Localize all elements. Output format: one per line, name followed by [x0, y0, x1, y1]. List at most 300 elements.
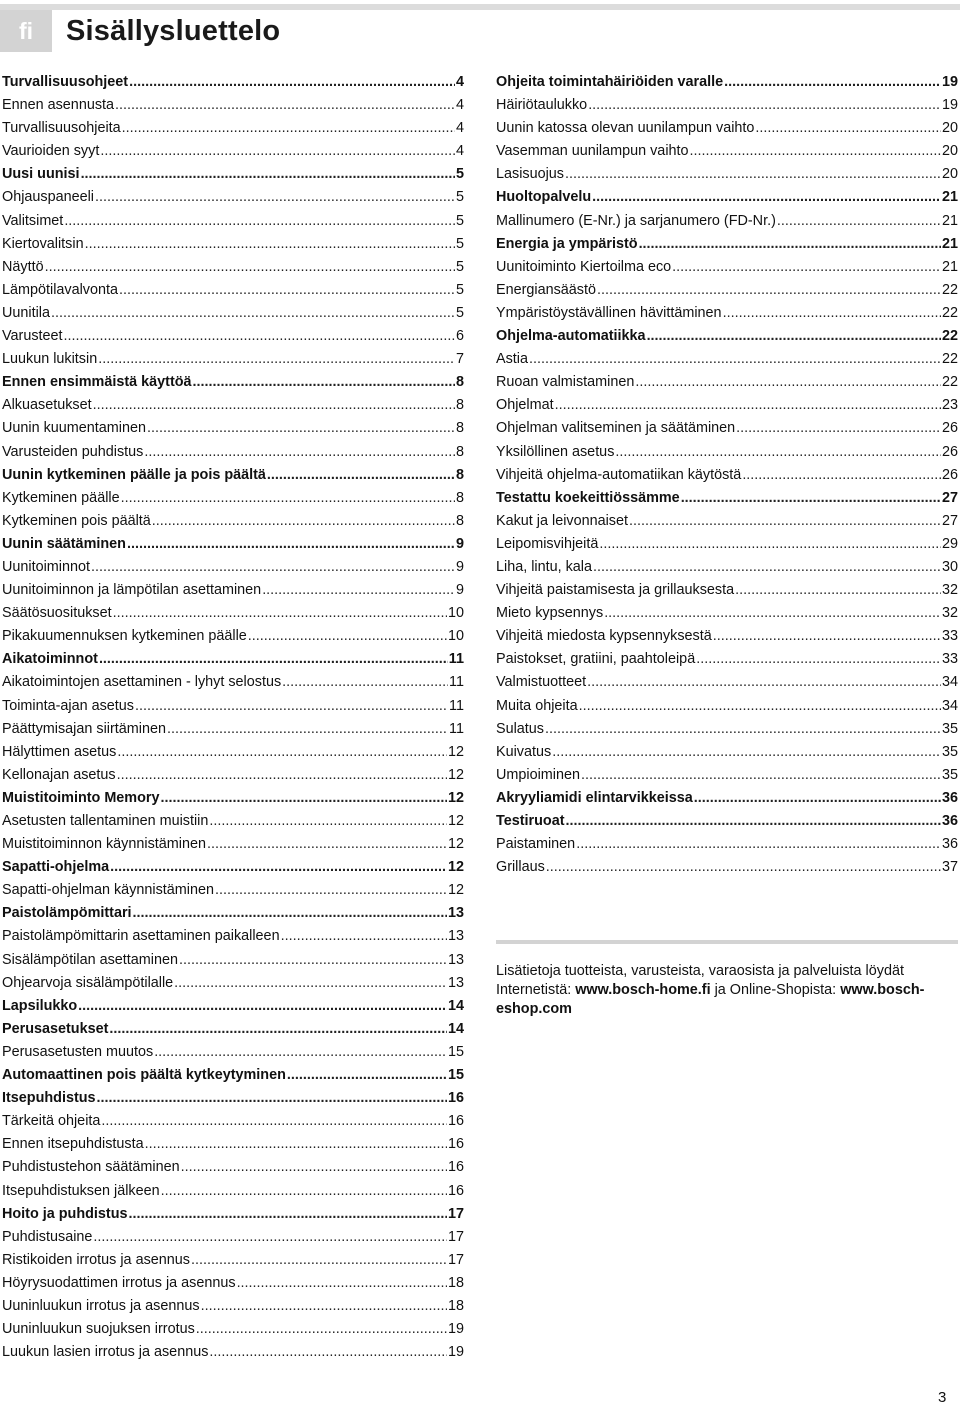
- top-rule: [0, 4, 960, 10]
- toc-entry-page: 8: [455, 420, 464, 437]
- toc-entry-title: Uuninluukun suojuksen irrotus: [2, 1321, 195, 1338]
- toc-dot-leader: [167, 718, 448, 741]
- toc-entry-page: 26: [941, 443, 958, 460]
- toc-entry-title: Itsepuhdistuksen jälkeen: [2, 1182, 160, 1199]
- toc-entry[interactable]: [2, 94, 464, 117]
- toc-entry-title: Päättymisajan siirtäminen: [2, 720, 166, 737]
- toc-entry-page: 10: [447, 605, 464, 622]
- toc-entry-title: Ohjelma-automatiikka: [496, 328, 646, 345]
- toc-dot-leader: [81, 163, 455, 186]
- toc-dot-leader: [115, 94, 455, 117]
- toc-entry[interactable]: [496, 163, 958, 186]
- toc-entry[interactable]: [496, 856, 958, 879]
- toc-entry-title: Muistitoiminnon käynnistäminen: [2, 836, 206, 853]
- toc-entry-title: Ohjearvoja sisälämpötilalle: [2, 974, 174, 991]
- toc-entry[interactable]: [496, 117, 958, 140]
- toc-entry-page: 33: [941, 651, 958, 668]
- toc-entry-title: Testattu koekeittiössämme: [496, 489, 680, 506]
- toc-section-entry[interactable]: [2, 902, 464, 925]
- toc-entry-title: Vihjeitä paistamisesta ja grillauksesta: [496, 582, 735, 599]
- toc-entry-page: 22: [941, 374, 958, 391]
- toc-entry[interactable]: [496, 833, 958, 856]
- toc-entry-title: Paistolämpömittari: [2, 905, 132, 922]
- toc-dot-leader: [237, 1272, 447, 1295]
- toc-section-entry[interactable]: [2, 1018, 464, 1041]
- toc-dot-leader: [117, 741, 447, 764]
- toc-dot-leader: [209, 810, 447, 833]
- toc-entry-title: Säätösuositukset: [2, 605, 112, 622]
- toc-entry-page: 8: [455, 512, 464, 529]
- toc-entry-page: 9: [455, 535, 464, 552]
- toc-section-entry[interactable]: [2, 648, 464, 671]
- toc-entry-page: 5: [455, 304, 464, 321]
- toc-entry-title: Aikatoimintojen asettaminen - lyhyt selostus: [2, 674, 282, 691]
- toc-entry-title: Liha, lintu, kala: [496, 558, 592, 575]
- toc-entry-title: Kiertovalitsin: [2, 235, 84, 252]
- toc-dot-leader: [135, 695, 448, 718]
- toc-entry-page: 12: [447, 789, 464, 806]
- toc-left-column: [2, 71, 464, 1364]
- toc-dot-leader: [529, 348, 941, 371]
- toc-entry-title: Ohjauspaneeli: [2, 189, 95, 206]
- toc-entry-title: Luukun lasien irrotus ja asennus: [2, 1344, 209, 1361]
- toc-entry-title: Asetusten tallentaminen muistiin: [2, 813, 209, 829]
- toc-entry[interactable]: [2, 1318, 464, 1341]
- toc-entry-title: Uunin kytkeminen päälle ja pois päältä: [2, 466, 266, 483]
- toc-entry-title: Huoltopalvelu: [496, 189, 592, 206]
- toc-entry-title: Hälyttimen asetus: [2, 743, 117, 760]
- toc-entry-page: 37: [941, 859, 958, 876]
- toc-entry[interactable]: [496, 441, 958, 464]
- toc-entry-title: Puhdistustehon säätäminen: [2, 1159, 180, 1176]
- toc-entry[interactable]: [496, 625, 958, 648]
- toc-entry-page: 23: [941, 397, 958, 414]
- toc-entry-title: Ohjelmat: [496, 397, 554, 414]
- toc-entry-page: 21: [941, 258, 958, 275]
- toc-dot-leader: [122, 117, 455, 140]
- toc-entry-page: 13: [447, 974, 464, 991]
- bosch-home-link[interactable]: www.bosch-home.fi: [575, 982, 711, 998]
- toc-dot-leader: [635, 371, 941, 394]
- toc-entry-page: 4: [455, 74, 464, 90]
- toc-entry-page: 12: [447, 859, 464, 876]
- toc-entry-title: Turvallisuusohjeita: [2, 120, 121, 137]
- toc-entry[interactable]: [496, 94, 958, 117]
- toc-entry-title: Umpioiminen: [496, 766, 580, 783]
- toc-entry-title: Energia ja ympäristö: [496, 235, 638, 252]
- toc-entry-title: Näyttö: [2, 258, 44, 275]
- toc-section-entry[interactable]: [496, 186, 958, 209]
- toc-entry[interactable]: [496, 695, 958, 718]
- toc-dot-leader: [281, 925, 447, 948]
- toc-entry[interactable]: [2, 1272, 464, 1295]
- toc-section-entry[interactable]: [2, 856, 464, 879]
- toc-entry[interactable]: [2, 1180, 464, 1203]
- toc-section-entry[interactable]: [496, 71, 958, 94]
- toc-entry[interactable]: [2, 718, 464, 741]
- toc-dot-leader: [555, 394, 941, 417]
- toc-entry[interactable]: [496, 718, 958, 741]
- toc-entry-title: Paistolämpömittarin asettaminen paikalleen: [2, 928, 280, 945]
- toc-dot-leader: [209, 1341, 447, 1364]
- toc-entry[interactable]: [496, 556, 958, 579]
- toc-section-entry[interactable]: [2, 1064, 464, 1087]
- toc-dot-leader: [64, 325, 455, 348]
- toc-entry-title: Sapatti-ohjelman käynnistäminen: [2, 882, 214, 899]
- toc-dot-leader: [161, 1180, 447, 1203]
- toc-entry-page: 5: [455, 212, 464, 229]
- toc-entry[interactable]: [496, 764, 958, 787]
- toc-entry[interactable]: [2, 394, 464, 417]
- toc-entry-title: Automaattinen pois päältä kytkeytyminen: [2, 1067, 286, 1084]
- toc-entry-page: 6: [455, 328, 464, 345]
- toc-entry-page: 10: [447, 628, 464, 645]
- toc-entry-title: Paistokset, gratiini, paahtoleipä: [496, 651, 696, 668]
- toc-entry-title: Lämpötilavalvonta: [2, 281, 118, 298]
- toc-entry-page: 12: [447, 743, 464, 760]
- toc-entry-title: Uunitoiminto Kiertoilma eco: [496, 258, 672, 275]
- toc-entry-page: 19: [941, 74, 958, 90]
- toc-entry[interactable]: [2, 556, 464, 579]
- toc-dot-leader: [604, 602, 941, 625]
- toc-entry[interactable]: [2, 325, 464, 348]
- toc-entry-page: 4: [455, 120, 464, 137]
- toc-entry-page: 9: [455, 582, 464, 599]
- toc-entry[interactable]: [496, 510, 958, 533]
- toc-entry[interactable]: [2, 1041, 464, 1064]
- toc-entry[interactable]: [2, 256, 464, 279]
- toc-entry-title: Kuivatus: [496, 743, 552, 760]
- toc-right-column: [496, 71, 958, 879]
- toc-dot-leader: [179, 949, 447, 972]
- toc-entry-page: 16: [447, 1159, 464, 1176]
- toc-entry-title: Ennen itsepuhdistusta: [2, 1136, 144, 1153]
- toc-entry-title: Ympäristöystävällinen hävittäminen: [496, 304, 722, 321]
- toc-section-entry[interactable]: [496, 787, 958, 810]
- toc-entry[interactable]: [2, 1341, 464, 1364]
- toc-entry-title: Vaurioiden syyt: [2, 143, 100, 160]
- toc-entry[interactable]: [496, 210, 958, 233]
- toc-entry[interactable]: [2, 625, 464, 648]
- toc-entry-title: Leipomisvihjeitä: [496, 535, 599, 552]
- page-title: Sisällysluettelo: [66, 15, 281, 47]
- toc-section-entry[interactable]: [2, 464, 464, 487]
- toc-dot-leader: [129, 1203, 447, 1226]
- toc-entry[interactable]: [2, 925, 464, 948]
- toc-entry-page: 5: [455, 281, 464, 298]
- toc-section-entry[interactable]: [2, 163, 464, 186]
- toc-dot-leader: [777, 210, 941, 233]
- toc-entry-page: 27: [941, 512, 958, 529]
- toc-dot-leader: [97, 1087, 447, 1110]
- toc-entry[interactable]: [496, 417, 958, 440]
- toc-entry[interactable]: [496, 348, 958, 371]
- toc-dot-leader: [154, 1041, 447, 1064]
- toc-entry-page: 22: [941, 351, 958, 368]
- toc-dot-leader: [196, 1318, 447, 1341]
- toc-entry-title: Luukun lukitsin: [2, 351, 98, 368]
- toc-entry[interactable]: [496, 579, 958, 602]
- toc-dot-leader: [694, 787, 941, 810]
- toc-entry-page: 16: [447, 1182, 464, 1199]
- toc-dot-leader: [267, 464, 455, 487]
- toc-entry-page: 27: [941, 489, 958, 506]
- toc-entry[interactable]: [2, 972, 464, 995]
- toc-section-entry[interactable]: [2, 787, 464, 810]
- toc-dot-leader: [755, 117, 941, 140]
- toc-entry-title: Astia: [496, 351, 528, 368]
- toc-entry-page: 32: [941, 605, 958, 622]
- toc-entry-page: 22: [941, 328, 958, 345]
- toc-entry-page: 11: [448, 651, 464, 668]
- toc-dot-leader: [51, 302, 455, 325]
- toc-entry-page: 12: [447, 836, 464, 853]
- toc-entry-page: 22: [941, 281, 958, 298]
- toc-entry[interactable]: [2, 602, 464, 625]
- toc-entry-page: 8: [455, 397, 464, 414]
- toc-dot-leader: [181, 1156, 447, 1179]
- toc-dot-leader: [99, 648, 448, 671]
- toc-entry-page: 35: [941, 766, 958, 783]
- toc-entry-page: 14: [447, 997, 464, 1014]
- toc-dot-leader: [587, 671, 941, 694]
- toc-entry-title: Hoito ja puhdistus: [2, 1205, 128, 1222]
- toc-dot-leader: [552, 741, 941, 764]
- toc-entry-page: 21: [941, 212, 958, 229]
- toc-section-entry[interactable]: [2, 371, 464, 394]
- toc-entry-title: Alkuasetukset: [2, 397, 92, 414]
- toc-dot-leader: [742, 464, 941, 487]
- toc-entry-title: Sulatus: [496, 720, 544, 737]
- toc-entry-title: Toiminta-ajan asetus: [2, 697, 134, 714]
- toc-entry-title: Turvallisuusohjeet: [2, 74, 129, 90]
- toc-entry[interactable]: [2, 348, 464, 371]
- info-divider: [496, 940, 958, 944]
- toc-entry-title: Ennen asennusta: [2, 97, 115, 114]
- toc-section-entry[interactable]: [496, 487, 958, 510]
- toc-entry-page: 17: [447, 1251, 464, 1268]
- toc-dot-leader: [599, 533, 941, 556]
- toc-dot-leader: [566, 810, 941, 833]
- toc-entry[interactable]: [2, 417, 464, 440]
- toc-entry-page: 4: [455, 143, 464, 160]
- toc-entry-title: Aikatoiminnot: [2, 651, 98, 668]
- toc-entry[interactable]: [2, 302, 464, 325]
- toc-dot-leader: [287, 1064, 447, 1087]
- toc-entry[interactable]: [496, 140, 958, 163]
- info-text: [496, 962, 958, 1019]
- toc-entry-page: 18: [447, 1297, 464, 1314]
- toc-entry-title: Valmistuotteet: [496, 674, 587, 691]
- toc-entry-page: 13: [447, 951, 464, 968]
- toc-entry-title: Kytkeminen pois päältä: [2, 512, 151, 529]
- toc-dot-leader: [282, 671, 448, 694]
- toc-dot-leader: [735, 579, 941, 602]
- toc-entry[interactable]: [2, 1295, 464, 1318]
- toc-entry-title: Varusteet: [2, 328, 63, 345]
- toc-dot-leader: [262, 579, 455, 602]
- toc-section-entry[interactable]: [496, 810, 958, 833]
- toc-entry[interactable]: [2, 279, 464, 302]
- toc-entry-page: 15: [447, 1067, 464, 1084]
- toc-entry-page: 19: [447, 1344, 464, 1361]
- toc-entry-title: Kakut ja leivonnaiset: [496, 512, 628, 529]
- toc-dot-leader: [45, 256, 455, 279]
- toc-dot-leader: [101, 1110, 447, 1133]
- toc-entry-title: Pikakuumennuksen kytkeminen päälle: [2, 628, 247, 645]
- toc-entry[interactable]: [496, 302, 958, 325]
- toc-entry[interactable]: [2, 741, 464, 764]
- toc-dot-leader: [690, 140, 941, 163]
- toc-dot-leader: [110, 856, 447, 879]
- toc-dot-leader: [248, 625, 447, 648]
- toc-section-entry[interactable]: [2, 995, 464, 1018]
- toc-entry[interactable]: [2, 1133, 464, 1156]
- toc-entry[interactable]: [496, 371, 958, 394]
- toc-dot-leader: [117, 764, 447, 787]
- toc-entry[interactable]: [2, 510, 464, 533]
- toc-entry-page: 21: [941, 235, 958, 252]
- toc-section-entry[interactable]: [2, 1203, 464, 1226]
- toc-entry[interactable]: [2, 764, 464, 787]
- toc-entry[interactable]: [2, 833, 464, 856]
- toc-dot-leader: [129, 71, 455, 94]
- toc-entry-title: Itsepuhdistus: [2, 1090, 96, 1107]
- toc-entry-page: 4: [455, 97, 464, 114]
- toc-dot-leader: [207, 833, 447, 856]
- toc-dot-leader: [98, 348, 455, 371]
- toc-entry[interactable]: [2, 441, 464, 464]
- toc-entry-page: 34: [941, 674, 958, 691]
- toc-section-entry[interactable]: [496, 233, 958, 256]
- toc-entry-page: 11: [449, 720, 464, 737]
- toc-dot-leader: [85, 233, 455, 256]
- toc-entry-page: 8: [455, 443, 464, 460]
- toc-dot-leader: [629, 510, 941, 533]
- toc-entry[interactable]: [2, 140, 464, 163]
- toc-entry[interactable]: [496, 741, 958, 764]
- toc-entry[interactable]: [2, 579, 464, 602]
- toc-entry-page: 12: [447, 813, 464, 829]
- toc-dot-leader: [647, 325, 941, 348]
- toc-dot-leader: [639, 233, 941, 256]
- toc-entry[interactable]: [2, 186, 464, 209]
- toc-entry-page: 29: [941, 535, 958, 552]
- toc-entry-title: Yksilöllinen asetus: [496, 443, 615, 460]
- toc-dot-leader: [93, 1226, 447, 1249]
- toc-entry[interactable]: [496, 533, 958, 556]
- toc-entry[interactable]: [2, 233, 464, 256]
- toc-entry-page: 5: [455, 258, 464, 275]
- toc-entry[interactable]: [2, 1156, 464, 1179]
- toc-dot-leader: [581, 764, 941, 787]
- toc-entry-title: Lapsilukko: [2, 997, 78, 1014]
- toc-section-entry[interactable]: [2, 1087, 464, 1110]
- toc-entry[interactable]: [2, 117, 464, 140]
- toc-entry-title: Perusasetusten muutos: [2, 1043, 154, 1060]
- toc-entry-title: Puhdistusaine: [2, 1228, 93, 1245]
- toc-dot-leader: [152, 510, 455, 533]
- toc-dot-leader: [545, 718, 941, 741]
- toc-dot-leader: [713, 625, 941, 648]
- toc-entry-title: Muistitoiminto Memory: [2, 789, 160, 806]
- toc-entry-page: 14: [447, 1020, 464, 1037]
- toc-dot-leader: [588, 94, 941, 117]
- toc-entry-title: Uunitila: [2, 304, 50, 321]
- toc-dot-leader: [696, 648, 941, 671]
- toc-entry[interactable]: [496, 648, 958, 671]
- toc-dot-leader: [95, 186, 455, 209]
- toc-dot-leader: [681, 487, 941, 510]
- toc-entry[interactable]: [496, 602, 958, 625]
- toc-dot-leader: [91, 556, 455, 579]
- toc-dot-leader: [736, 417, 941, 440]
- toc-entry-title: Varusteiden puhdistus: [2, 443, 144, 460]
- toc-entry[interactable]: [2, 879, 464, 902]
- toc-entry-page: 36: [941, 813, 958, 829]
- toc-entry-page: 26: [941, 420, 958, 437]
- toc-entry-page: 26: [941, 466, 958, 483]
- toc-entry-page: 12: [447, 766, 464, 783]
- toc-entry-page: 13: [447, 928, 464, 945]
- toc-entry-page: 32: [941, 582, 958, 599]
- toc-dot-leader: [723, 302, 941, 325]
- toc-dot-leader: [546, 856, 941, 879]
- toc-entry-page: 17: [447, 1205, 464, 1222]
- toc-dot-leader: [93, 394, 455, 417]
- toc-entry-page: 7: [455, 351, 464, 368]
- toc-entry[interactable]: [2, 671, 464, 694]
- toc-entry[interactable]: [496, 394, 958, 417]
- toc-section-entry[interactable]: [2, 71, 464, 94]
- toc-section-entry[interactable]: [496, 325, 958, 348]
- toc-entry[interactable]: [2, 695, 464, 718]
- toc-entry-page: 19: [447, 1321, 464, 1338]
- toc-entry-page: 8: [455, 489, 464, 506]
- toc-entry[interactable]: [2, 1226, 464, 1249]
- toc-entry[interactable]: [2, 210, 464, 233]
- toc-entry-page: 5: [455, 189, 464, 206]
- toc-entry-title: Vihjeitä ohjelma-automatiikan käytöstä: [496, 466, 742, 483]
- toc-entry-page: 35: [941, 743, 958, 760]
- toc-dot-leader: [565, 163, 941, 186]
- toc-entry-page: 20: [941, 166, 958, 183]
- toc-entry-page: 35: [941, 720, 958, 737]
- toc-entry[interactable]: [496, 279, 958, 302]
- toc-entry-title: Akryyliamidi elintarvikkeissa: [496, 789, 693, 806]
- toc-entry[interactable]: [496, 256, 958, 279]
- toc-dot-leader: [597, 279, 941, 302]
- toc-entry-page: 33: [941, 628, 958, 645]
- toc-dot-leader: [145, 1133, 447, 1156]
- toc-entry[interactable]: [2, 810, 464, 833]
- toc-entry[interactable]: [496, 671, 958, 694]
- toc-entry[interactable]: [2, 949, 464, 972]
- toc-entry-title: Ohjeita toimintahäiriöiden varalle: [496, 74, 724, 90]
- toc-entry[interactable]: [2, 1249, 464, 1272]
- toc-entry-title: Höyrysuodattimen irrotus ja asennus: [2, 1274, 236, 1291]
- toc-entry-title: Grillaus: [496, 859, 545, 876]
- bosch-eshop-link[interactable]: www.bosch-eshop.com: [496, 982, 925, 1017]
- toc-entry-page: 36: [941, 836, 958, 853]
- toc-entry[interactable]: [496, 464, 958, 487]
- toc-entry[interactable]: [2, 487, 464, 510]
- toc-entry-page: 18: [447, 1274, 464, 1291]
- toc-entry-page: 20: [941, 120, 958, 137]
- toc-entry-title: Energiansäästö: [496, 281, 597, 298]
- toc-entry[interactable]: [2, 1110, 464, 1133]
- toc-section-entry[interactable]: [2, 533, 464, 556]
